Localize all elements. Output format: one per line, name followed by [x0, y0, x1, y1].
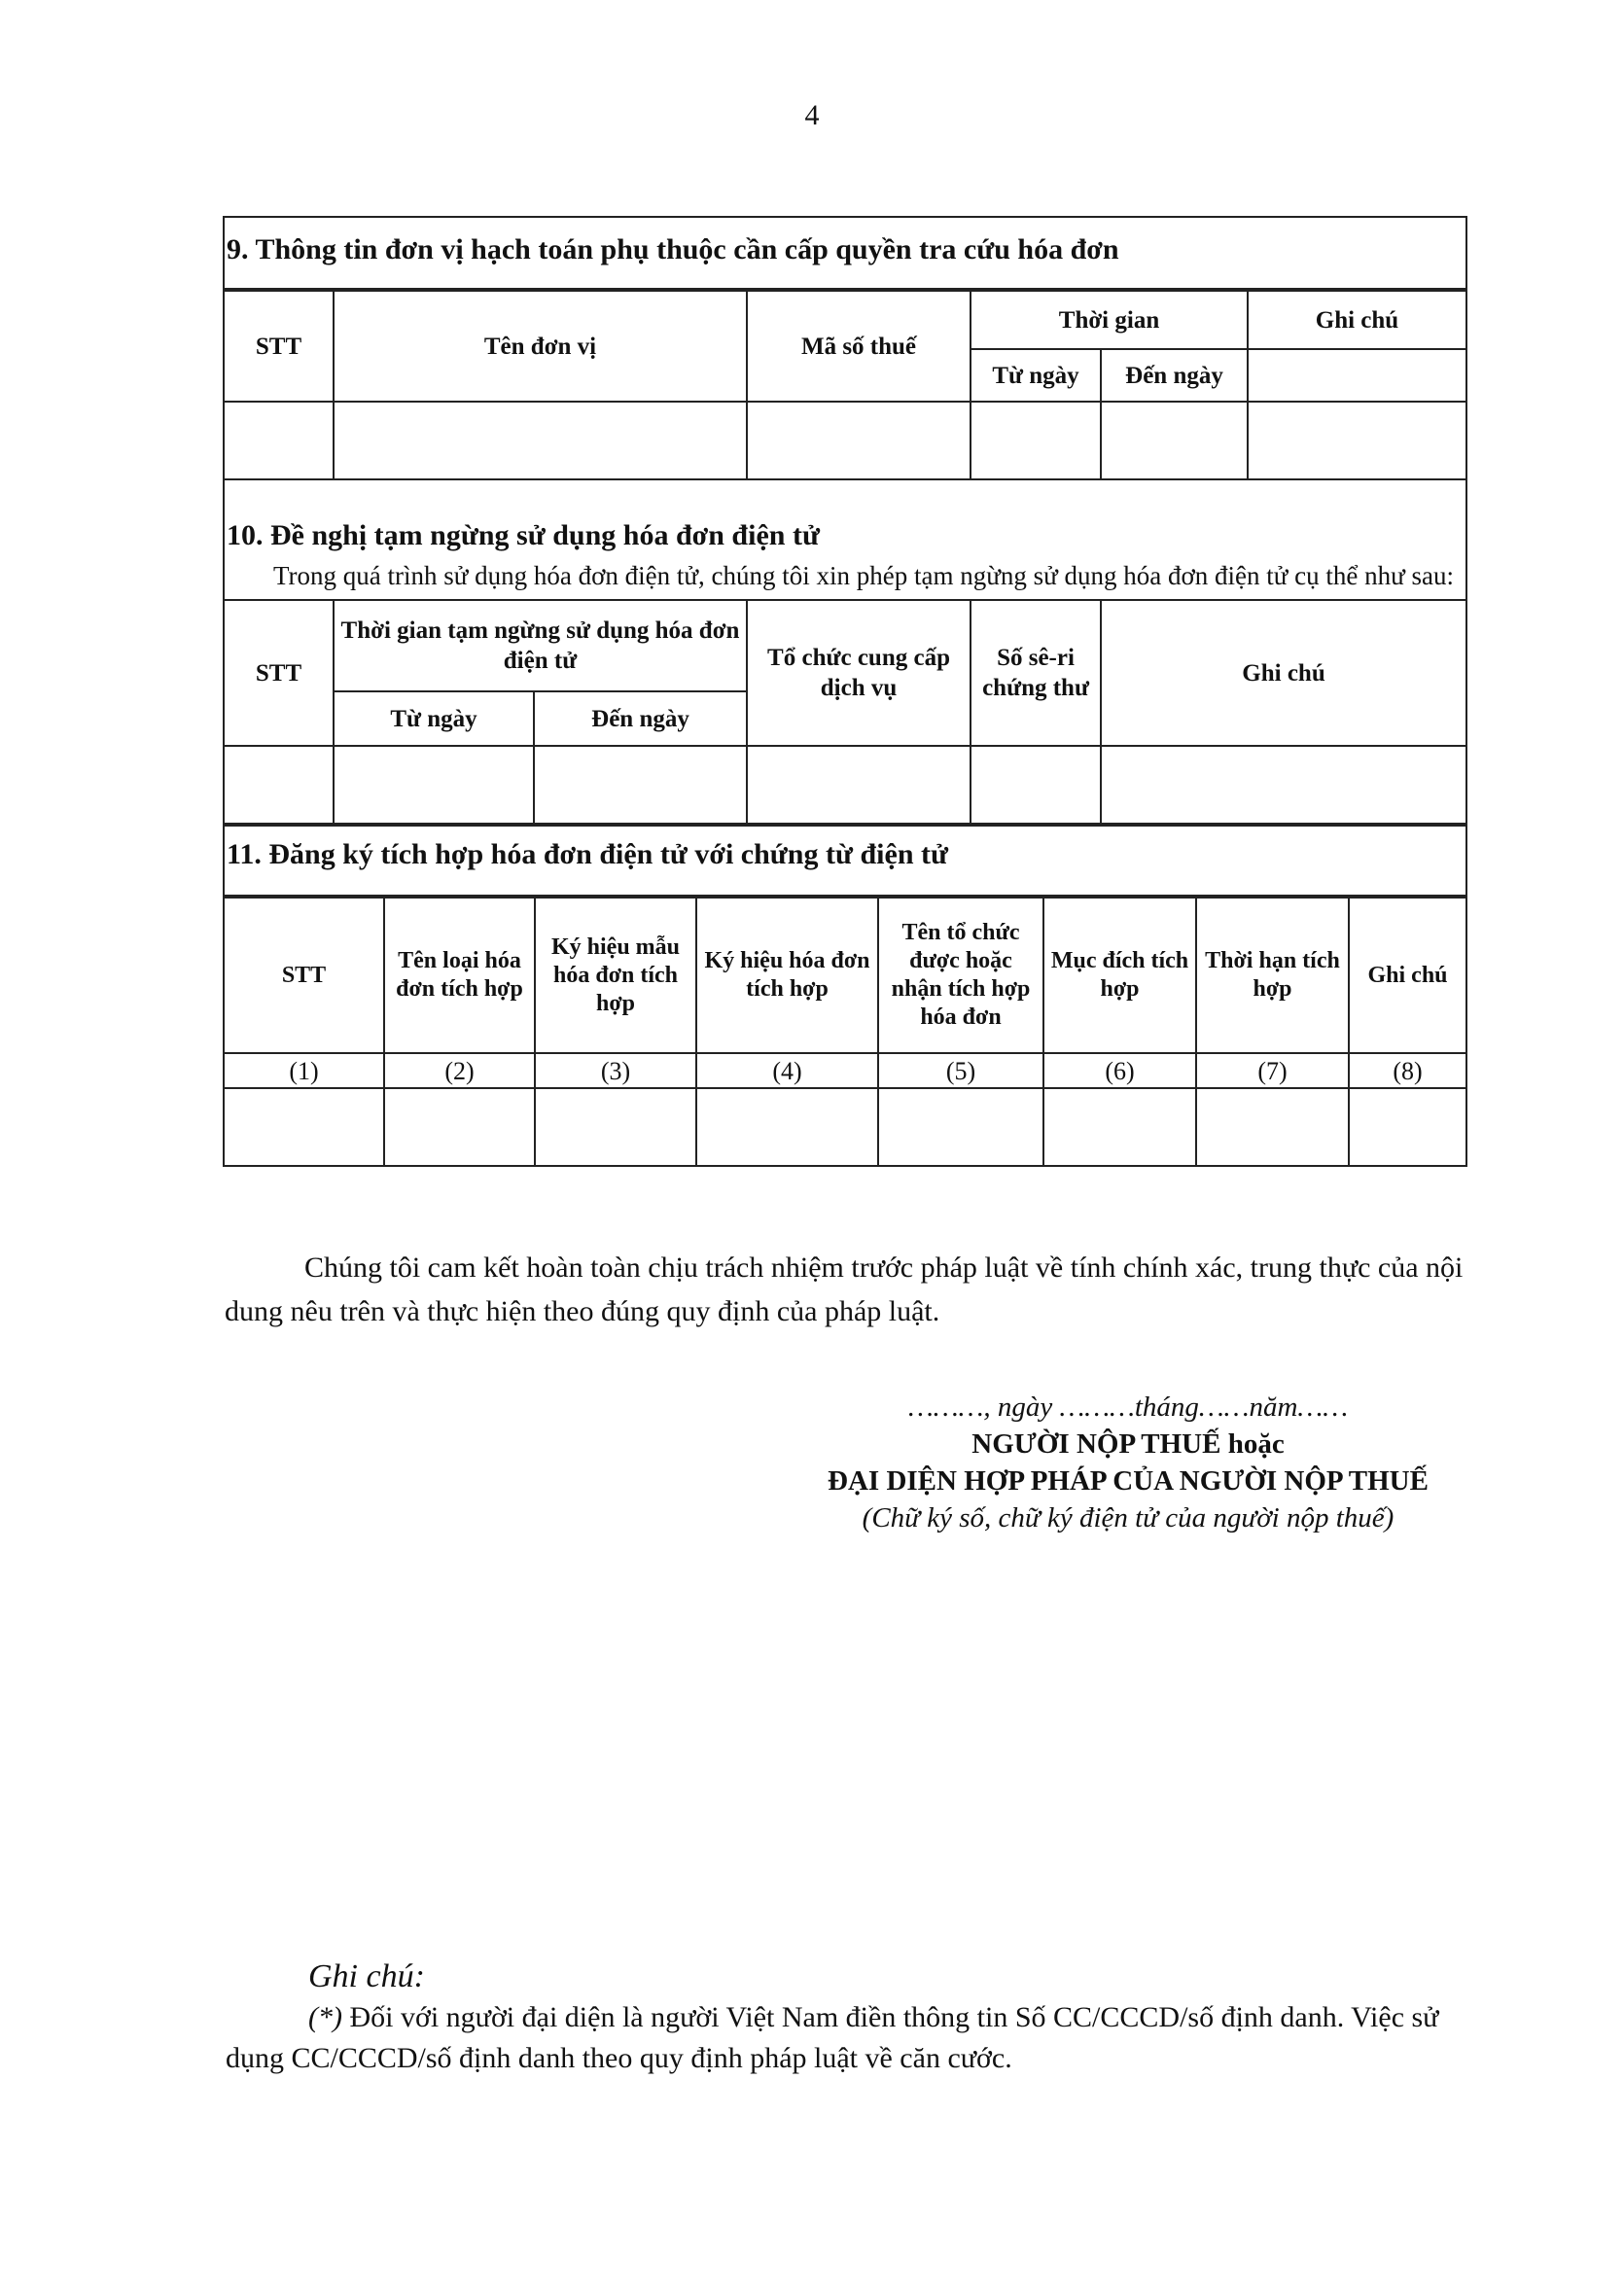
s11-cell [384, 1088, 535, 1166]
notes-title: Ghi chú: [308, 1958, 425, 1994]
s9-cell [1101, 402, 1248, 479]
signature-note: (Chữ ký số, chữ ký điện tử của người nộp thuế) [862, 1502, 1395, 1533]
s10-header-den-ngay: Đến ngày [534, 691, 747, 746]
s9-header-stt: STT [225, 291, 334, 402]
s11-header-ghi-chu: Ghi chú [1349, 898, 1465, 1053]
s10-cell [534, 746, 747, 824]
section9-table [225, 290, 1465, 480]
section9-title: 9. Thông tin đơn vị hạch toán phụ thuộc cần cấp quyền tra cứu hóa đơn [225, 218, 1465, 290]
s10-cell [747, 746, 971, 824]
s10-header-ghi-chu: Ghi chú [1101, 600, 1465, 746]
s11-col-number: (7) [1196, 1053, 1349, 1088]
s9-header-thoi-gian: Thời gian [971, 291, 1248, 349]
s11-header-stt: STT [225, 898, 384, 1053]
s9-header-ghi-chu: Ghi chú [1248, 291, 1465, 349]
s11-col-number: (2) [384, 1053, 535, 1088]
s9-cell [225, 402, 334, 479]
s10-cell [1101, 746, 1465, 824]
s11-cell [535, 1088, 696, 1166]
section10-paragraph-text: Trong quá trình sử dụng hóa đơn điện tử, chúng tôi xin phép tạm ngừng sử dụng hóa đơn điện tử cụ thể như sau: [273, 561, 1454, 590]
s10-header-so-seri: Số sê-ri chứng thư [971, 600, 1101, 746]
s11-cell [1349, 1088, 1465, 1166]
s10-header-thoi-gian: Thời gian tạm ngừng sử dụng hóa đơn điện tử [334, 600, 747, 691]
form-frame [223, 216, 1467, 1167]
s9-header-den-ngay: Đến ngày [1101, 349, 1248, 402]
s11-cell [1043, 1088, 1196, 1166]
s9-cell [1248, 402, 1465, 479]
s9-header-ma-so-thue: Mã số thuế [747, 291, 971, 402]
s11-col-number: (6) [1043, 1053, 1196, 1088]
signature-role-line2: ĐẠI DIỆN HỢP PHÁP CỦA NGƯỜI NỘP THUẾ [828, 1465, 1429, 1497]
s10-header-tu-ngay: Từ ngày [334, 691, 534, 746]
s10-cell [225, 746, 334, 824]
s11-cell [1196, 1088, 1349, 1166]
s11-col-number: (8) [1349, 1053, 1465, 1088]
notes-star: (*) [308, 2001, 342, 2033]
notes-text: Đối với người đại diện là người Việt Nam điền thông tin Số CC/CCCD/số định danh. Việc sử dụng CC/CCCD/số định danh theo quy định pháp luật về căn cước. [226, 2001, 1439, 2074]
s11-col-number: (4) [696, 1053, 878, 1088]
s9-header-tu-ngay: Từ ngày [971, 349, 1101, 402]
s11-header-ky-hieu-mau: Ký hiệu mẫu hóa đơn tích hợp [535, 898, 696, 1053]
notes-block [226, 1956, 1490, 2079]
section10-table [225, 599, 1465, 825]
s11-header-thoi-han: Thời hạn tích hợp [1196, 898, 1349, 1053]
signature-block [759, 1389, 1498, 1536]
s10-cell [971, 746, 1101, 824]
s10-header-to-chuc: Tổ chức cung cấp dịch vụ [747, 600, 971, 746]
section11-table [225, 897, 1465, 1167]
s11-cell [878, 1088, 1043, 1166]
s9-header-ghi-chu-sub [1248, 349, 1465, 402]
commitment-text: Chúng tôi cam kết hoàn toàn chịu trách nhiệm trước pháp luật về tính chính xác, trung thực của nội dung nêu trên và thực hiện theo đúng quy định của pháp luật. [225, 1251, 1464, 1327]
signature-role-line1: NGƯỜI NỘP THUẾ hoặc [971, 1428, 1285, 1460]
s11-header-ten-loai: Tên loại hóa đơn tích hợp [384, 898, 535, 1053]
commitment-paragraph [225, 1246, 1467, 1333]
section10-title: 10. Đề nghị tạm ngừng sử dụng hóa đơn điện tử [227, 519, 820, 551]
s11-col-number: (1) [225, 1053, 384, 1088]
s11-header-muc-dich: Mục đích tích hợp [1043, 898, 1196, 1053]
s9-header-ten-don-vi: Tên đơn vị [334, 291, 747, 402]
s11-cell [696, 1088, 878, 1166]
s9-cell [334, 402, 747, 479]
s11-cell [225, 1088, 384, 1166]
notes-text-block [226, 1997, 1490, 2079]
signature-date-line: ………, ngày ………tháng……năm…… [908, 1392, 1348, 1423]
page-number: 4 [804, 99, 820, 131]
s9-cell [971, 402, 1101, 479]
s10-cell [334, 746, 534, 824]
s10-header-stt: STT [225, 600, 334, 746]
s11-header-ten-to-chuc: Tên tổ chức được hoặc nhận tích hợp hóa đơn [878, 898, 1043, 1053]
section11-title: 11. Đăng ký tích hợp hóa đơn điện tử với chứng từ điện tử [225, 825, 1465, 897]
s11-col-number: (3) [535, 1053, 696, 1088]
s11-header-ky-hieu: Ký hiệu hóa đơn tích hợp [696, 898, 878, 1053]
s9-cell [747, 402, 971, 479]
section10-paragraph [225, 560, 1465, 591]
s11-col-number: (5) [878, 1053, 1043, 1088]
